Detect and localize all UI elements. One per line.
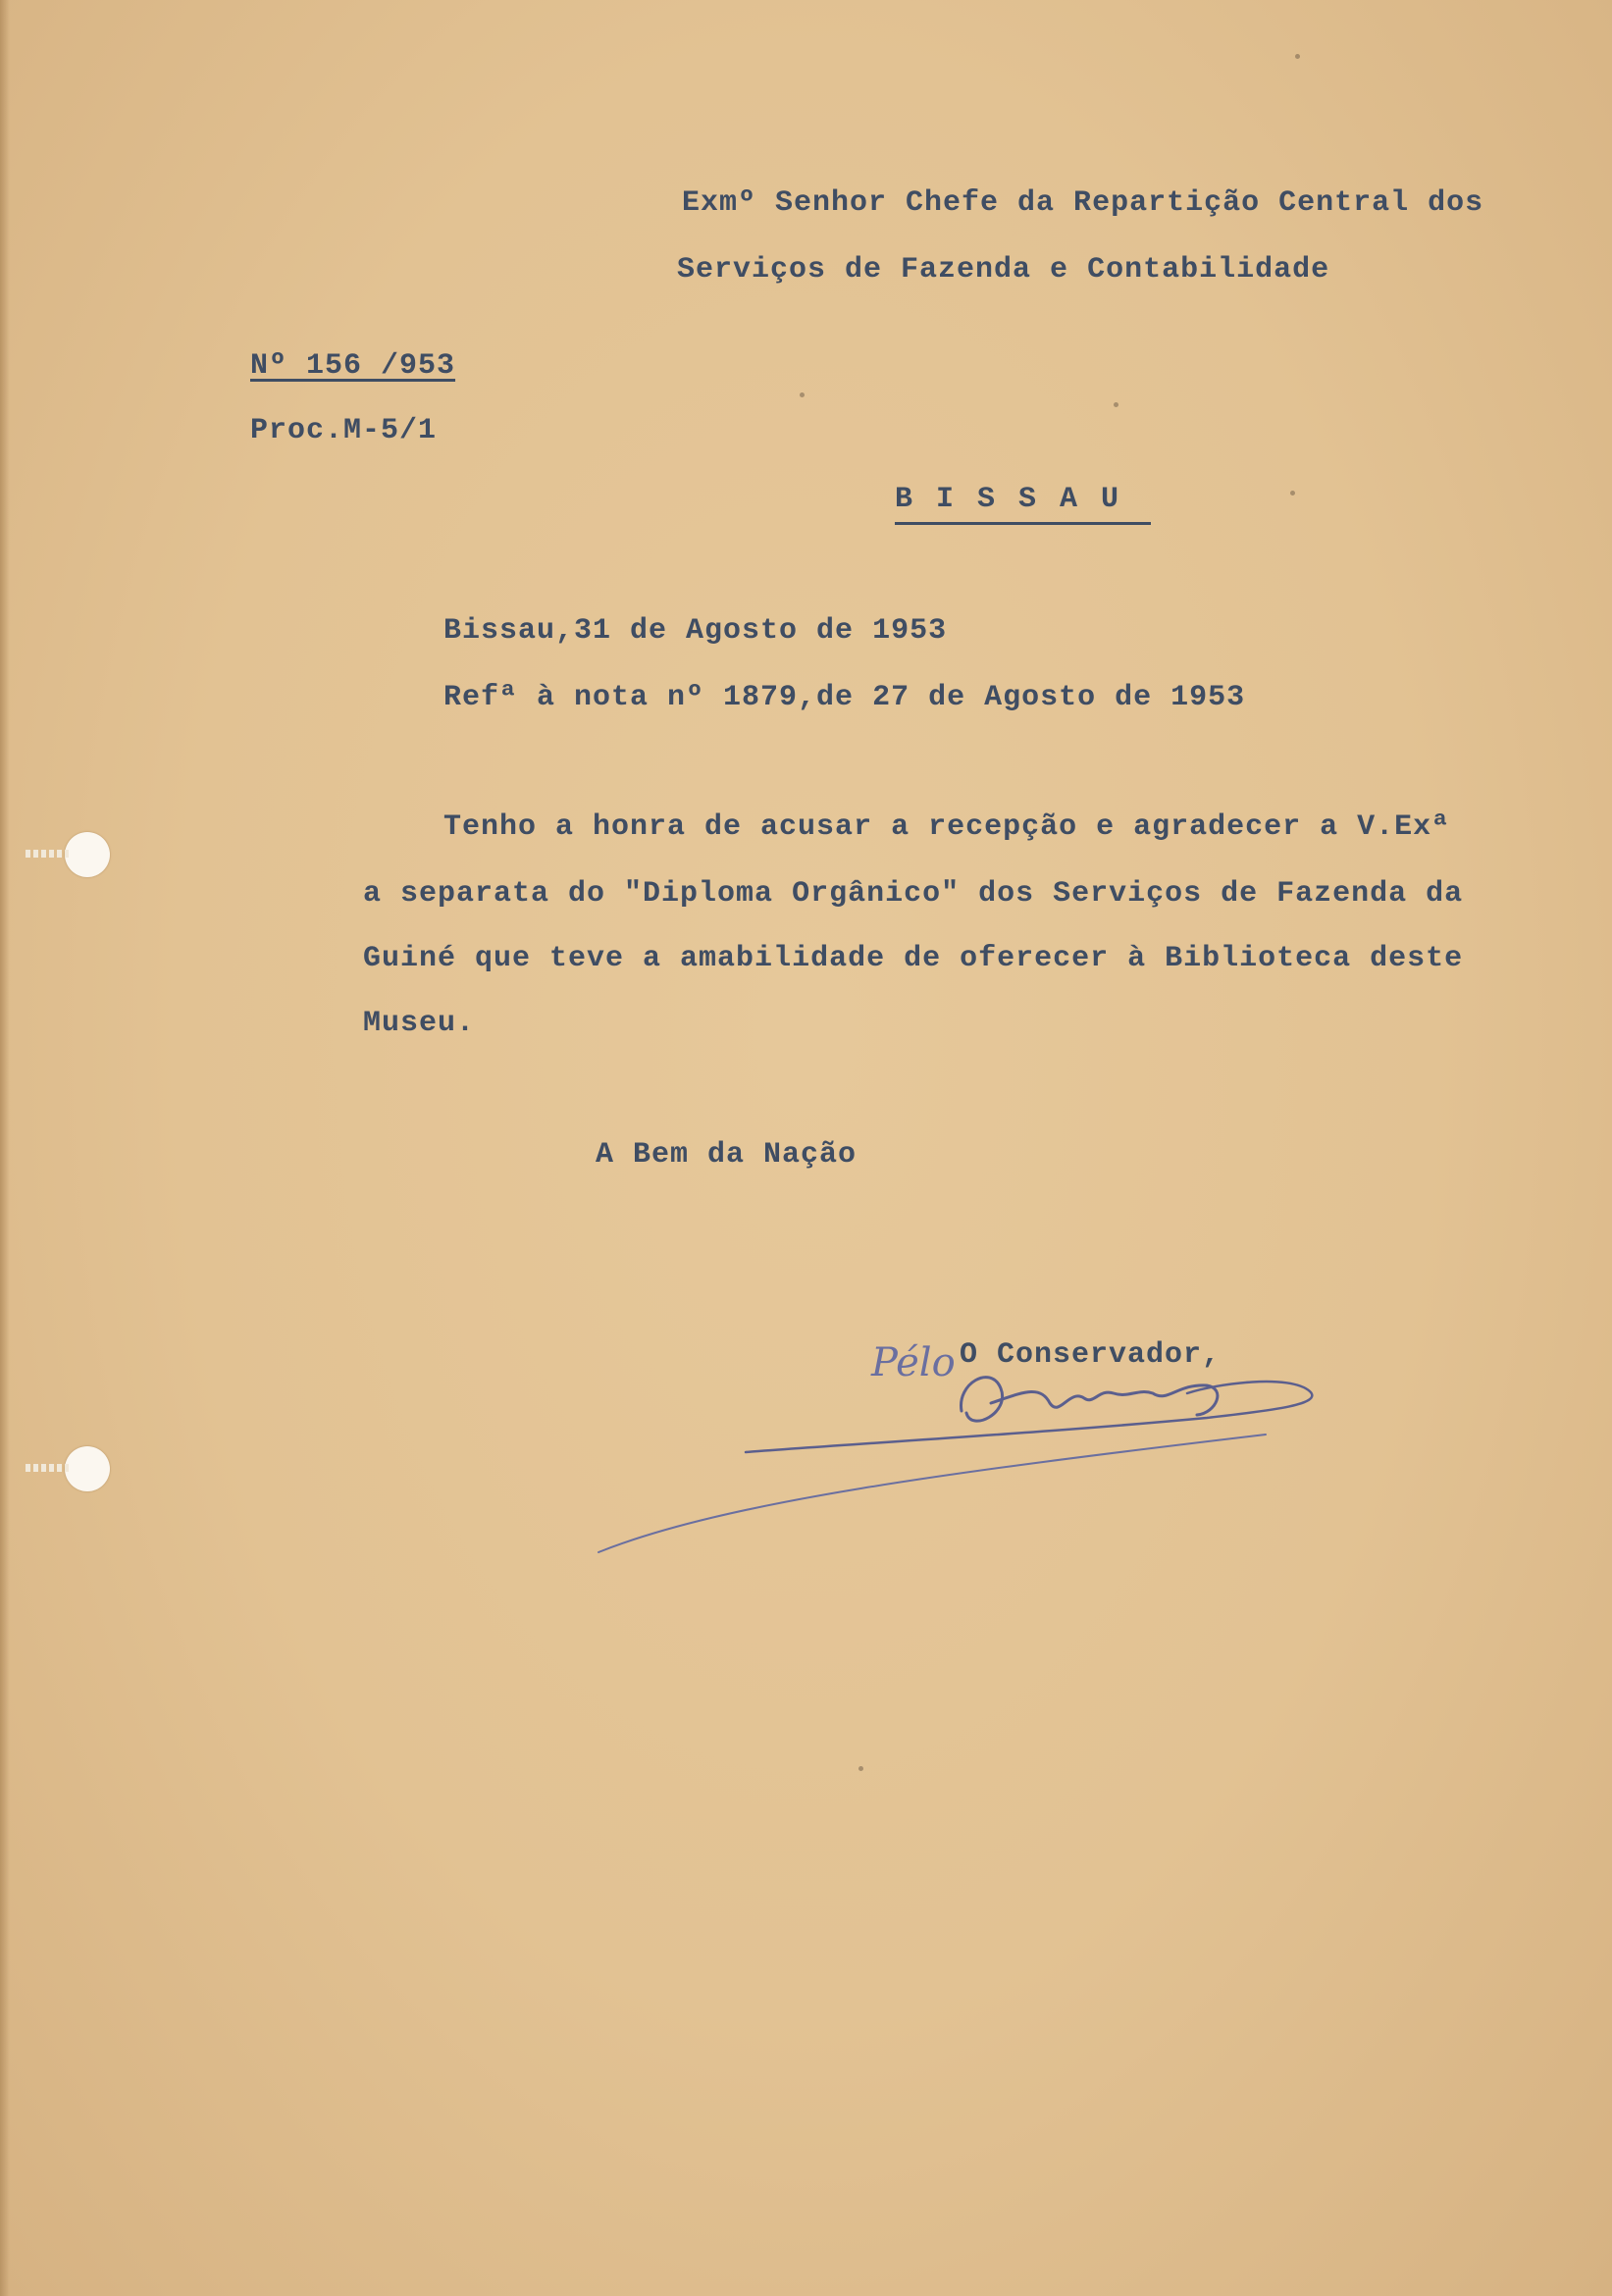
addressee-line-1: Exmº Senhor Chefe da Repartição Central dos	[682, 186, 1484, 220]
paper-speck	[800, 392, 805, 397]
body-line-4: Museu.	[363, 1007, 476, 1040]
addressee-line-2: Serviços de Fazenda e Contabilidade	[677, 253, 1330, 287]
paper-speck	[1290, 491, 1295, 496]
punch-hole-upper	[65, 832, 110, 877]
process-reference: Proc.M-5/1	[250, 414, 438, 447]
paper-edge	[0, 0, 10, 2296]
reference-note: Refª à nota nº 1879,de 27 de Agosto de 1953	[443, 681, 1246, 714]
handwritten-signature	[579, 1295, 1325, 1570]
punch-hole-lower	[65, 1446, 110, 1491]
body-line-3: Guiné que teve a amabilidade de oferecer à Biblioteca deste	[363, 942, 1464, 975]
letter-date: Bissau,31 de Agosto de 1953	[443, 614, 948, 648]
handwritten-pelo: Pélo	[871, 1340, 956, 1385]
body-line-1: Tenho a honra de acusar a recepção e agradecer a V.Exª	[443, 810, 1451, 844]
paper-speck	[1295, 54, 1300, 59]
signature-title: O Conservador,	[960, 1338, 1222, 1372]
paper-speck	[858, 1766, 863, 1771]
document-number: Nº 156 /953	[250, 349, 456, 383]
paper-speck	[1114, 402, 1118, 407]
closing-salutation: A Bem da Nação	[596, 1138, 858, 1172]
body-line-2: a separata do "Diploma Orgânico" dos Serviços de Fazenda da	[363, 877, 1464, 911]
destination-city: B I S S A U	[895, 483, 1151, 525]
